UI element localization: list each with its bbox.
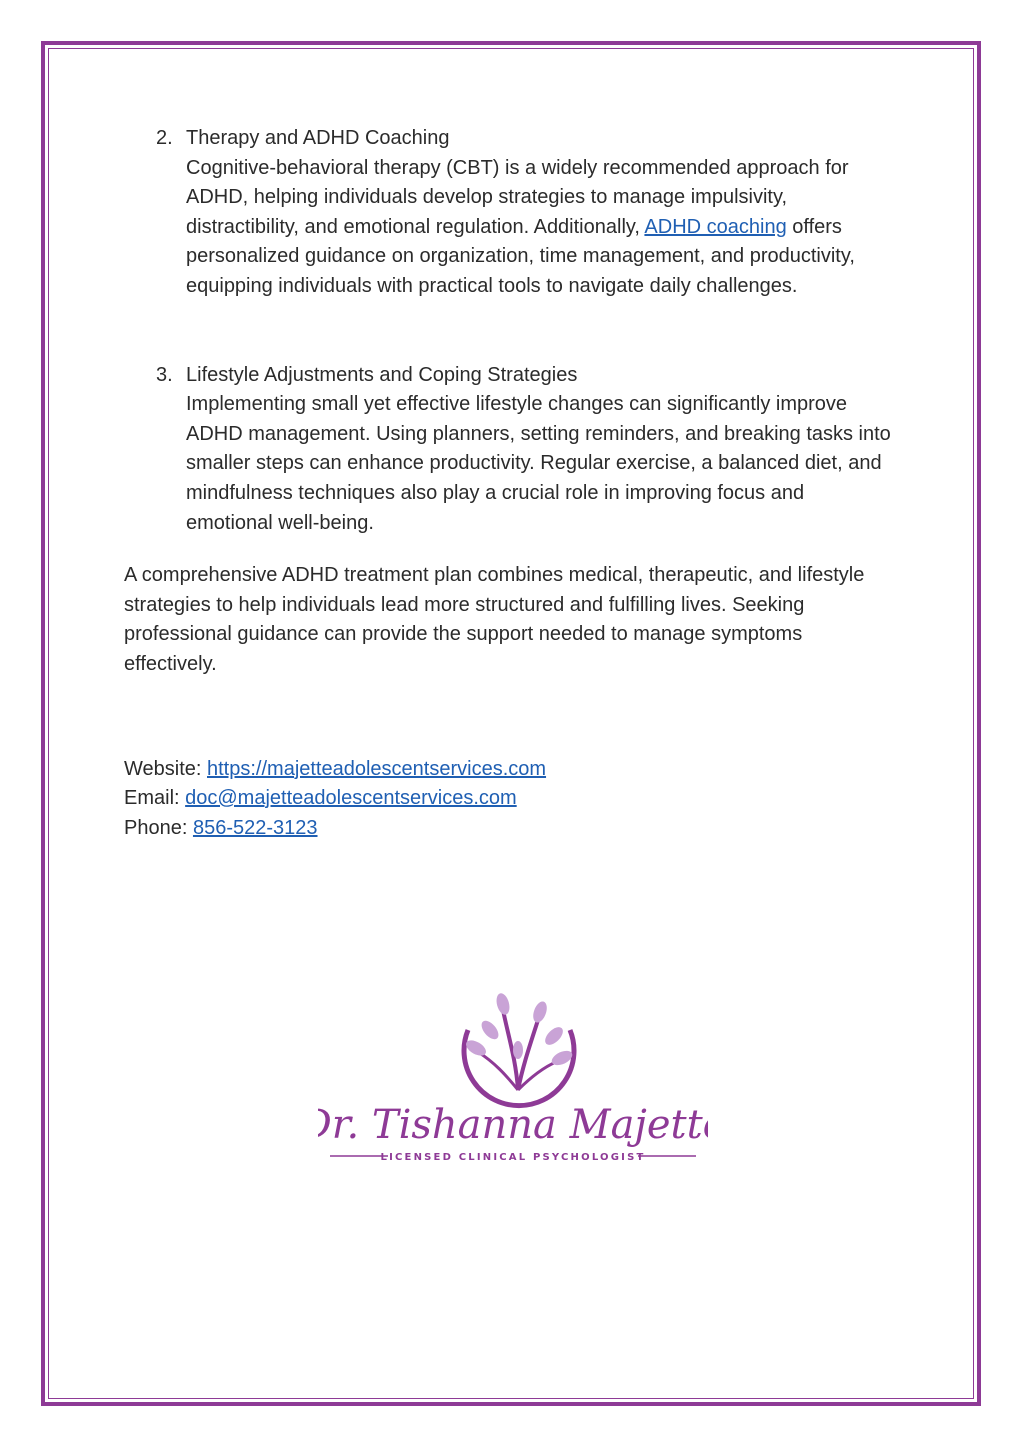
website-link[interactable]: https://majetteadolescentservices.com	[207, 757, 547, 780]
website-label: Website:	[124, 757, 207, 780]
body-text: offers personalized guidance on organization, time management, and productivity, equipping individuals with practical tools to navigate daily challenges.	[186, 215, 855, 297]
website-line	[124, 755, 894, 785]
email-line	[124, 784, 894, 814]
list-number: 3.	[156, 363, 173, 386]
logo-graphic	[318, 990, 708, 1170]
logo	[318, 990, 708, 1170]
list-number: 2.	[156, 127, 173, 149]
list-item-title: Therapy and ADHD Coaching	[186, 127, 450, 149]
logo-tagline: LICENSED CLINICAL PSYCHOLOGIST	[380, 1152, 646, 1163]
email-link[interactable]: doc@majetteadolescentservices.com	[185, 787, 517, 810]
email-label: Email:	[124, 787, 186, 810]
list-item-title: Lifestyle Adjustments and Coping Strategies	[186, 363, 578, 386]
list-item-therapy	[124, 124, 894, 302]
phone-line	[124, 814, 894, 844]
list-item-body: Implementing small yet effective lifestyle changes can significantly improve ADHD management. Using planners, setting reminders, and breaking tasks into smaller steps can enhance productivity. Regular exercise, a balanced diet, and mindfulness techniques also play a crucial role in improving focus and emotional well-being.	[186, 393, 891, 534]
list-item-body	[186, 154, 894, 302]
body-text: Cognitive-behavioral therapy (CBT) is a widely recommended approach for ADHD, helping individuals develop strategies to manage impulsivity, distractibility, and emotional regulation. Additionally,	[186, 156, 849, 238]
phone-link[interactable]: 856-522-3123	[192, 816, 318, 839]
adhd-coaching-link[interactable]: ADHD coaching	[644, 215, 787, 238]
document-body	[124, 124, 894, 843]
phone-label: Phone:	[124, 816, 193, 839]
list-item-lifestyle	[124, 361, 894, 539]
contact-block	[124, 755, 894, 844]
conclusion-paragraph: A comprehensive ADHD treatment plan combines medical, therapeutic, and lifestyle strategies to help individuals lead more structured and fulfilling lives. Seeking professional guidance can provide the support needed to manage symptoms effectively.	[124, 564, 865, 675]
logo-name: Dr. Tishanna Majette	[318, 1102, 708, 1148]
